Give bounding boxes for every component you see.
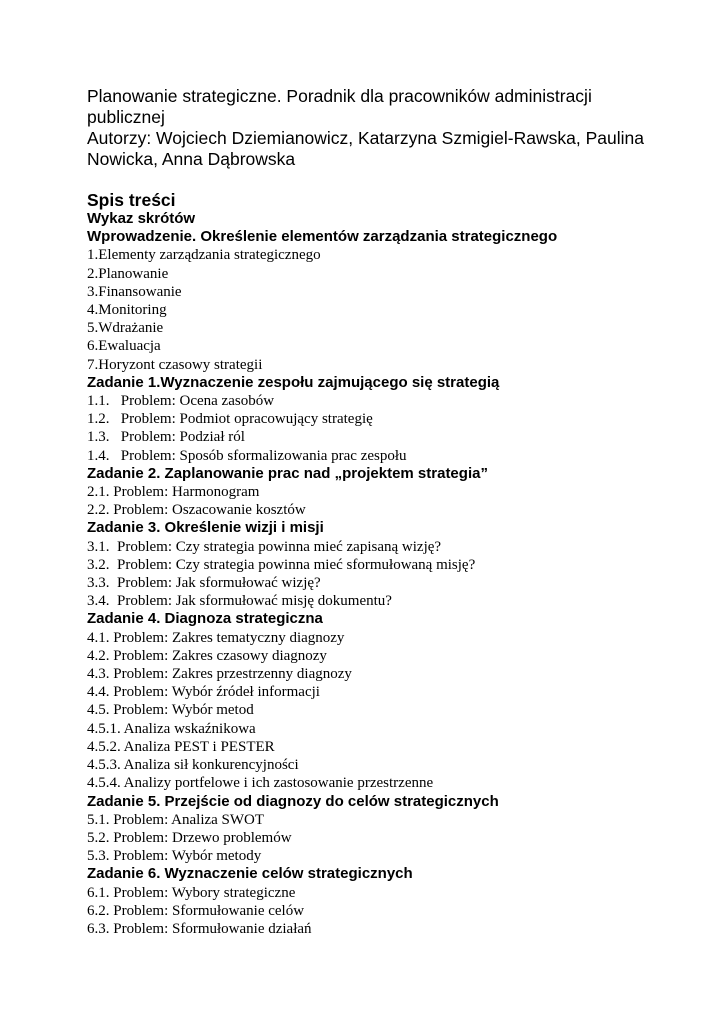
toc-entry: 4.2. Problem: Zakres czasowy diagnozy	[87, 647, 327, 664]
toc-entry: 4.5.2. Analiza PEST i PESTER	[87, 738, 275, 755]
spacer	[87, 170, 707, 191]
toc-entry: 4.5.1. Analiza wskaźnikowa	[87, 720, 256, 737]
toc-entry: 1.1. Problem: Ocena zasobów	[87, 393, 275, 410]
toc-entry: 4.1. Problem: Zakres tematyczny diagnozy	[87, 629, 345, 646]
toc-entry: 2.Planowanie	[87, 265, 169, 282]
document-title-line-1: Planowanie strategiczne. Poradnik dla pracowników administracji	[87, 86, 592, 106]
toc-entry: 5.2. Problem: Drzewo problemów	[87, 829, 292, 846]
toc-entry: 2.2. Problem: Oszacowanie kosztów	[87, 502, 306, 519]
toc-entry: 7.Horyzont czasowy strategii	[87, 356, 263, 373]
toc-entry: 4.4. Problem: Wybór źródeł informacji	[87, 684, 320, 701]
document-title-line-2: publicznej	[87, 107, 165, 127]
toc-section-title: Zadanie 3. Określenie wizji i misji	[87, 519, 324, 537]
toc-entry: 2.1. Problem: Harmonogram	[87, 484, 260, 501]
toc-entry: 5.3. Problem: Wybór metody	[87, 848, 262, 865]
toc-section-title: Zadanie 2. Zaplanowanie prac nad „projektem strategia”	[87, 464, 488, 482]
toc-entry: 6.Ewaluacja	[87, 338, 161, 355]
toc-entry: 1.Elementy zarządzania strategicznego	[87, 247, 321, 264]
toc-entry: 3.Finansowanie	[87, 283, 182, 300]
toc-entry: 3.3. Problem: Jak sformułować wizję?	[87, 575, 321, 592]
authors-line-2: Nowicka, Anna Dąbrowska	[87, 149, 296, 169]
toc-entry: 4.Monitoring	[87, 302, 167, 319]
toc-entry: 4.3. Problem: Zakres przestrzenny diagnozy	[87, 666, 352, 683]
toc-section-title: Zadanie 1.Wyznaczenie zespołu zajmującego się strategią	[87, 373, 500, 391]
toc-entry: 5.Wdrażanie	[87, 320, 164, 337]
toc-section-title: Zadanie 6. Wyznaczenie celów strategicznych	[87, 865, 413, 883]
toc-entry: 3.4. Problem: Jak sformułować misję dokumentu?	[87, 593, 392, 610]
toc-entry: 6.1. Problem: Wybory strategiczne	[87, 884, 296, 901]
toc-list	[87, 228, 707, 938]
toc-section-title: Zadanie 5. Przejście od diagnozy do celów strategicznych	[87, 792, 499, 810]
toc-section-title: Wprowadzenie. Określenie elementów zarządzania strategicznego	[87, 228, 558, 246]
document-page	[87, 86, 707, 938]
toc-section-title: Zadanie 4. Diagnoza strategiczna	[87, 610, 323, 628]
toc-entry: 4.5. Problem: Wybór metod	[87, 702, 254, 719]
toc-entry: 4.5.3. Analiza sił konkurencyjności	[87, 757, 299, 774]
toc-entry: 5.1. Problem: Analiza SWOT	[87, 811, 265, 828]
toc-entry: 6.2. Problem: Sformułowanie celów	[87, 902, 305, 919]
toc-entry: 3.1. Problem: Czy strategia powinna mieć zapisaną wizję?	[87, 538, 442, 555]
toc-entry: 3.2. Problem: Czy strategia powinna mieć sformułowaną misję?	[87, 556, 476, 573]
toc-heading: Spis treści	[87, 190, 176, 210]
toc-entry: 6.3. Problem: Sformułowanie działań	[87, 920, 312, 937]
toc-abbreviations: Wykaz skrótów	[87, 210, 196, 227]
authors-line-1: Autorzy: Wojciech Dziemianowicz, Katarzyna Szmigiel-Rawska, Paulina	[87, 128, 644, 148]
toc-entry: 1.2. Problem: Podmiot opracowujący strategię	[87, 411, 373, 428]
toc-entry: 1.3. Problem: Podział ról	[87, 429, 245, 446]
toc-entry: 1.4. Problem: Sposób sformalizowania prac zespołu	[87, 447, 407, 464]
toc-entry: 4.5.4. Analizy portfelowe i ich zastosowanie przestrzenne	[87, 775, 434, 792]
